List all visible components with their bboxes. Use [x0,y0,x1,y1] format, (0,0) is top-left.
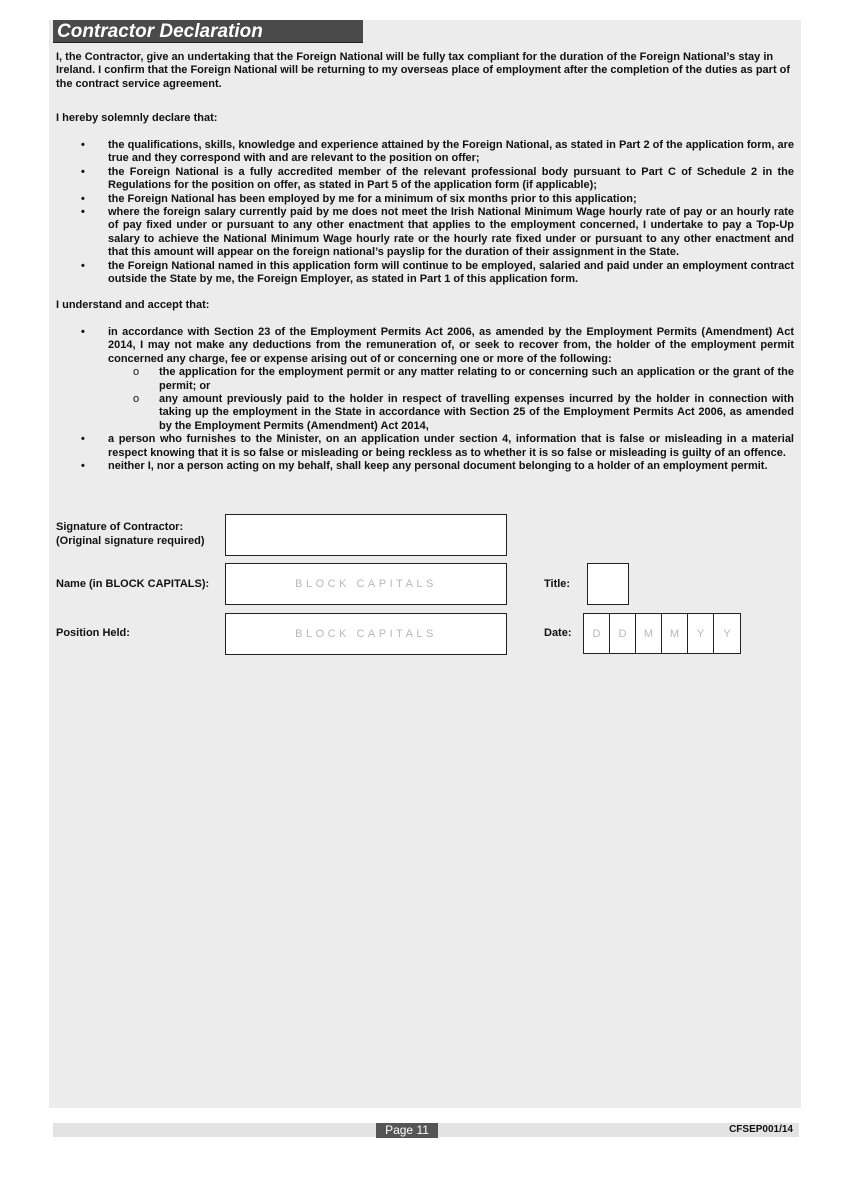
list-item-text: a person who furnishes to the Minister, on an application under section 4, information that is false or misleading in a material respect knowing that it is so false or misleading or being reckless as to whether it is so false or misleading is guilty of an offence. [108,433,794,459]
declare-heading: I hereby solemnly declare that: [56,112,218,124]
name-input[interactable]: BLOCK CAPITALS [225,563,507,605]
list-item-text: in accordance with Section 23 of the Employment Permits Act 2006, as amended by the Employment Permits (Amendment) Act 2014, I may not make any deductions from the remuneration of, or seek to recover from, the holder of the employment permit concerned any charge, fee or expense arising out of or concerning one or more of the following: [108,326,794,365]
bullet-icon: • [81,206,85,219]
sub-list-item-text: the application for the employment permit or any matter relating to or concerning such an application or the grant of the permit; or [159,366,794,392]
bullet-icon: • [81,259,85,272]
list-item-text: neither I, nor a person acting on my behalf, shall keep any personal document belonging to a holder of an employment permit. [108,460,768,473]
bullet-icon: • [81,433,85,446]
date-year-1-input[interactable]: Y [687,613,713,654]
signature-label-line2: (Original signature required) [56,534,205,547]
list-item [56,326,794,433]
list-item [56,460,794,473]
bullet-icon: • [81,165,85,178]
date-month-1-input[interactable]: M [635,613,661,654]
date-label: Date: [544,627,572,639]
sub-list-item [108,393,794,433]
page-number: Page 11 [376,1123,438,1138]
list-item-text: the qualifications, skills, knowledge and experience attained by the Foreign National, as stated in Part 2 of the application form, are true and they correspond with and are relevant to the position on offer; [108,139,794,165]
section-title: Contractor Declaration [53,20,363,43]
name-label: Name (in BLOCK CAPITALS): [56,578,210,590]
document-code: CFSEP001/14 [729,1124,793,1135]
bullet-icon: • [81,326,85,338]
intro-text: I, the Contractor, give an undertaking that the Foreign National will be fully tax compliant for the duration of the Foreign National’s stay in Ireland. I confirm that the Foreign National will be returning to my overseas place of employment after the completion of the duties as part of the contract service agreement. [56,51,791,90]
understand-list [56,326,794,473]
position-input[interactable]: BLOCK CAPITALS [225,613,507,655]
signature-field[interactable] [225,514,507,556]
list-item-text: the Foreign National is a fully accredited member of the relevant professional body pursuant to Part C of Schedule 2 in the Regulations for the position on offer, as stated in Part 5 of the application form (if applicable); [108,165,794,192]
list-item [56,139,794,166]
declare-list [56,139,794,286]
list-item [56,260,794,287]
understand-heading: I understand and accept that: [56,299,210,311]
date-month-2-input[interactable]: M [661,613,687,654]
list-item-text: the Foreign National named in this application form will continue to be employed, salaried and paid under an employment contract outside the State by me, the Foreign Employer, as stated in Part 1 of this application form. [108,259,794,286]
date-year-2-input[interactable]: Y [713,613,741,654]
signature-label [56,521,205,548]
sub-list-item [108,366,794,393]
list-item [56,193,794,206]
signature-label-line1: Signature of Contractor: [56,521,184,533]
title-label: Title: [544,578,571,590]
list-item-text: where the foreign salary currently paid by me does not meet the Irish National Minimum Wage hourly rate of pay or an hourly rate of pay fixed under or pursuant to any other enactment that applies to the employment concerned, I undertake to pay a Top-Up salary to achieve the National Minimum Wage hourly rate or the hourly rate fixed under or pursuant to any other enactment and that this amount will appear on the foreign national’s payslip for the duration of their assignment in the State. [108,206,794,259]
list-item [56,433,794,460]
position-label: Position Held: [56,627,130,639]
sub-list-item-text: any amount previously paid to the holder in respect of travelling expenses incurred by the holder in connection with taking up the employment in the State in accordance with Section 25 of the Employment Permits Act 2006, as amended by the Employment Permits (Amendment) Act 2014, [159,393,794,432]
list-item [56,206,794,260]
bullet-icon: • [81,460,85,473]
intro-paragraph [56,51,794,91]
sub-bullet-icon: o [133,366,140,379]
date-day-2-input[interactable]: D [609,613,635,654]
list-item-text: the Foreign National has been employed by me for a minimum of six months prior to this application; [108,192,637,205]
bullet-icon: • [81,192,85,205]
date-day-1-input[interactable]: D [583,613,609,654]
list-item [56,166,794,193]
title-input[interactable] [587,563,629,605]
sub-bullet-icon: o [133,393,140,406]
bullet-icon: • [81,139,85,151]
